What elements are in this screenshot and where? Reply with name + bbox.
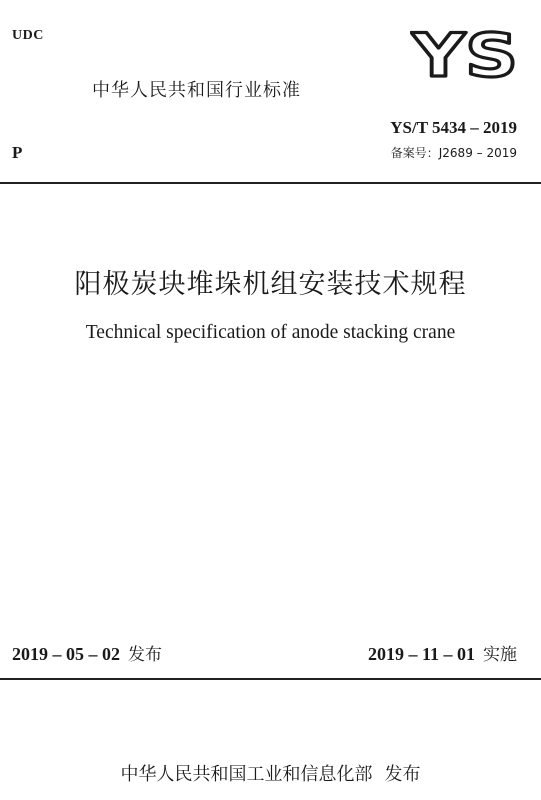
udc-label: UDC	[12, 28, 44, 43]
publisher-block	[0, 760, 541, 786]
standard-number: YS/T 5434 – 2019	[390, 118, 517, 137]
logo-text: YS	[410, 26, 518, 82]
ministry-standard-heading: 中华人民共和国行业标准	[92, 80, 301, 101]
classification-code: P	[12, 143, 23, 162]
title-english: Technical specification of anode stacking crane	[85, 322, 456, 343]
publish-label: 发布	[384, 764, 421, 785]
filing-number: 备案号：J2689 – 2019	[390, 146, 517, 160]
bottom-divider	[0, 678, 541, 680]
title-chinese: 阳极炭块堆垛机组安装技术规程	[74, 269, 467, 300]
publisher-name: 中华人民共和国工业和信息化部	[120, 764, 373, 785]
implementation-date-block	[368, 640, 517, 665]
issue-date: 2019 – 05 – 02	[12, 644, 120, 664]
issue-label: 发布	[128, 645, 162, 665]
ys-logo	[410, 26, 522, 82]
implementation-date: 2019 – 11 – 01	[367, 644, 475, 664]
implementation-label: 实施	[483, 645, 517, 665]
issue-date-block	[12, 640, 162, 665]
top-divider	[0, 182, 541, 184]
